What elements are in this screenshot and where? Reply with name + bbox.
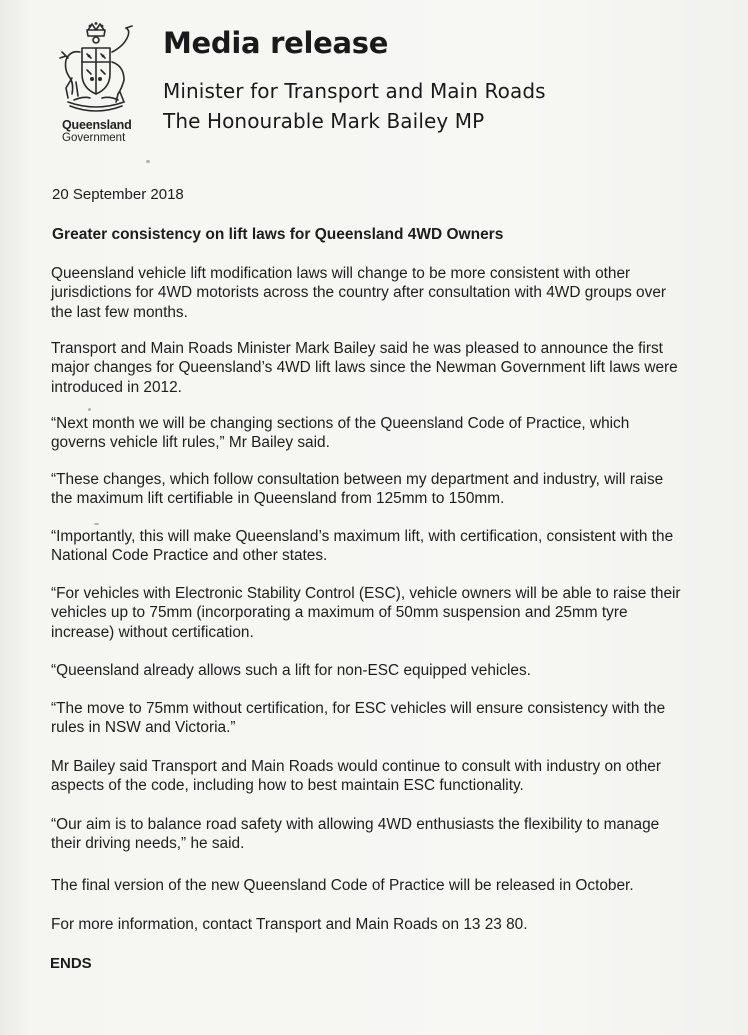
paragraph-line: aspects of the code, including how to best maintain ESC functionality. bbox=[51, 777, 524, 795]
paragraph-line: increase) without certification. bbox=[51, 623, 254, 641]
release-title: Media release bbox=[163, 26, 389, 60]
paragraph-line: For more information, contact Transport and Main Roads on 13 23 80. bbox=[51, 916, 528, 933]
paragraph-line: major changes for Queensland’s 4WD lift laws since the Newman Government lift laws were bbox=[51, 359, 678, 377]
paragraph bbox=[51, 699, 731, 738]
paragraph bbox=[51, 876, 731, 895]
paragraph-line: vehicles up to 75mm (incorporating a maximum of 50mm suspension and 25mm tyre bbox=[51, 604, 628, 622]
paragraph bbox=[51, 661, 731, 680]
paragraph bbox=[51, 527, 731, 566]
paragraph bbox=[51, 339, 731, 397]
paragraph bbox=[51, 915, 731, 934]
paragraph bbox=[51, 264, 731, 322]
minister-portfolio: Minister for Transport and Main Roads bbox=[163, 79, 546, 103]
paragraph-line: governs vehicle lift rules,” Mr Bailey said. bbox=[51, 434, 330, 452]
queensland-coat-of-arms-icon bbox=[54, 22, 138, 118]
paragraph-line: Transport and Main Roads Minister Mark Bailey said he was pleased to announce the first bbox=[51, 340, 663, 357]
paragraph-line: “Queensland already allows such a lift for non-ESC equipped vehicles. bbox=[51, 662, 531, 679]
paper-speck bbox=[88, 408, 91, 411]
paragraph-line: National Code Practice and other states. bbox=[51, 547, 328, 565]
paragraph-line: their driving needs,” he said. bbox=[51, 835, 245, 853]
paper-speck bbox=[94, 523, 99, 525]
minister-name: The Honourable Mark Bailey MP bbox=[163, 109, 485, 133]
paper-speck bbox=[146, 160, 150, 163]
paragraph bbox=[51, 414, 731, 453]
paragraph-line: Mr Bailey said Transport and Main Roads would continue to consult with industry on other bbox=[51, 758, 661, 775]
release-headline: Greater consistency on lift laws for Queensland 4WD Owners bbox=[52, 226, 504, 243]
paragraph bbox=[51, 470, 731, 509]
paragraph-line: “Importantly, this will make Queensland’s maximum lift, with certification, consistent with the bbox=[51, 528, 674, 545]
paragraph-line: The final version of the new Queensland Code of Practice will be released in October. bbox=[51, 877, 634, 894]
paragraph-line: “Our aim is to balance road safety with allowing 4WD enthusiasts the flexibility to manage bbox=[51, 816, 660, 833]
paragraph-line: “For vehicles with Electronic Stability Control (ESC), vehicle owners will be able to raise their bbox=[51, 585, 681, 602]
paragraph-line: Queensland vehicle lift modification laws will change to be more consistent with other bbox=[51, 265, 631, 282]
paragraph-line: introduced in 2012. bbox=[51, 378, 182, 396]
release-date: 20 September 2018 bbox=[52, 186, 184, 203]
paragraph bbox=[51, 815, 731, 854]
paragraph-line: “These changes, which follow consultation between my department and industry, will raise bbox=[51, 471, 664, 488]
queensland-government-logo bbox=[52, 22, 142, 152]
logo-subtitle: Government bbox=[62, 132, 126, 144]
ends-marker: ENDS bbox=[50, 955, 92, 972]
paragraph-line: jurisdictions for 4WD motorists across the country after consultation with 4WD groups over bbox=[51, 284, 667, 302]
paragraph-line: the maximum lift certifiable in Queensland from 125mm to 150mm. bbox=[51, 490, 505, 508]
paragraph bbox=[51, 584, 731, 642]
paragraph-line: “The move to 75mm without certification, for ESC vehicles will ensure consistency with the bbox=[51, 700, 666, 717]
paragraph bbox=[51, 757, 731, 796]
logo-wordmark: Queensland bbox=[62, 118, 132, 132]
paragraph-line: “Next month we will be changing sections of the Queensland Code of Practice, which bbox=[51, 415, 630, 432]
paragraph-line: the last few months. bbox=[51, 303, 188, 321]
document-header bbox=[0, 0, 748, 180]
paragraph-line: rules in NSW and Victoria.” bbox=[51, 719, 236, 737]
